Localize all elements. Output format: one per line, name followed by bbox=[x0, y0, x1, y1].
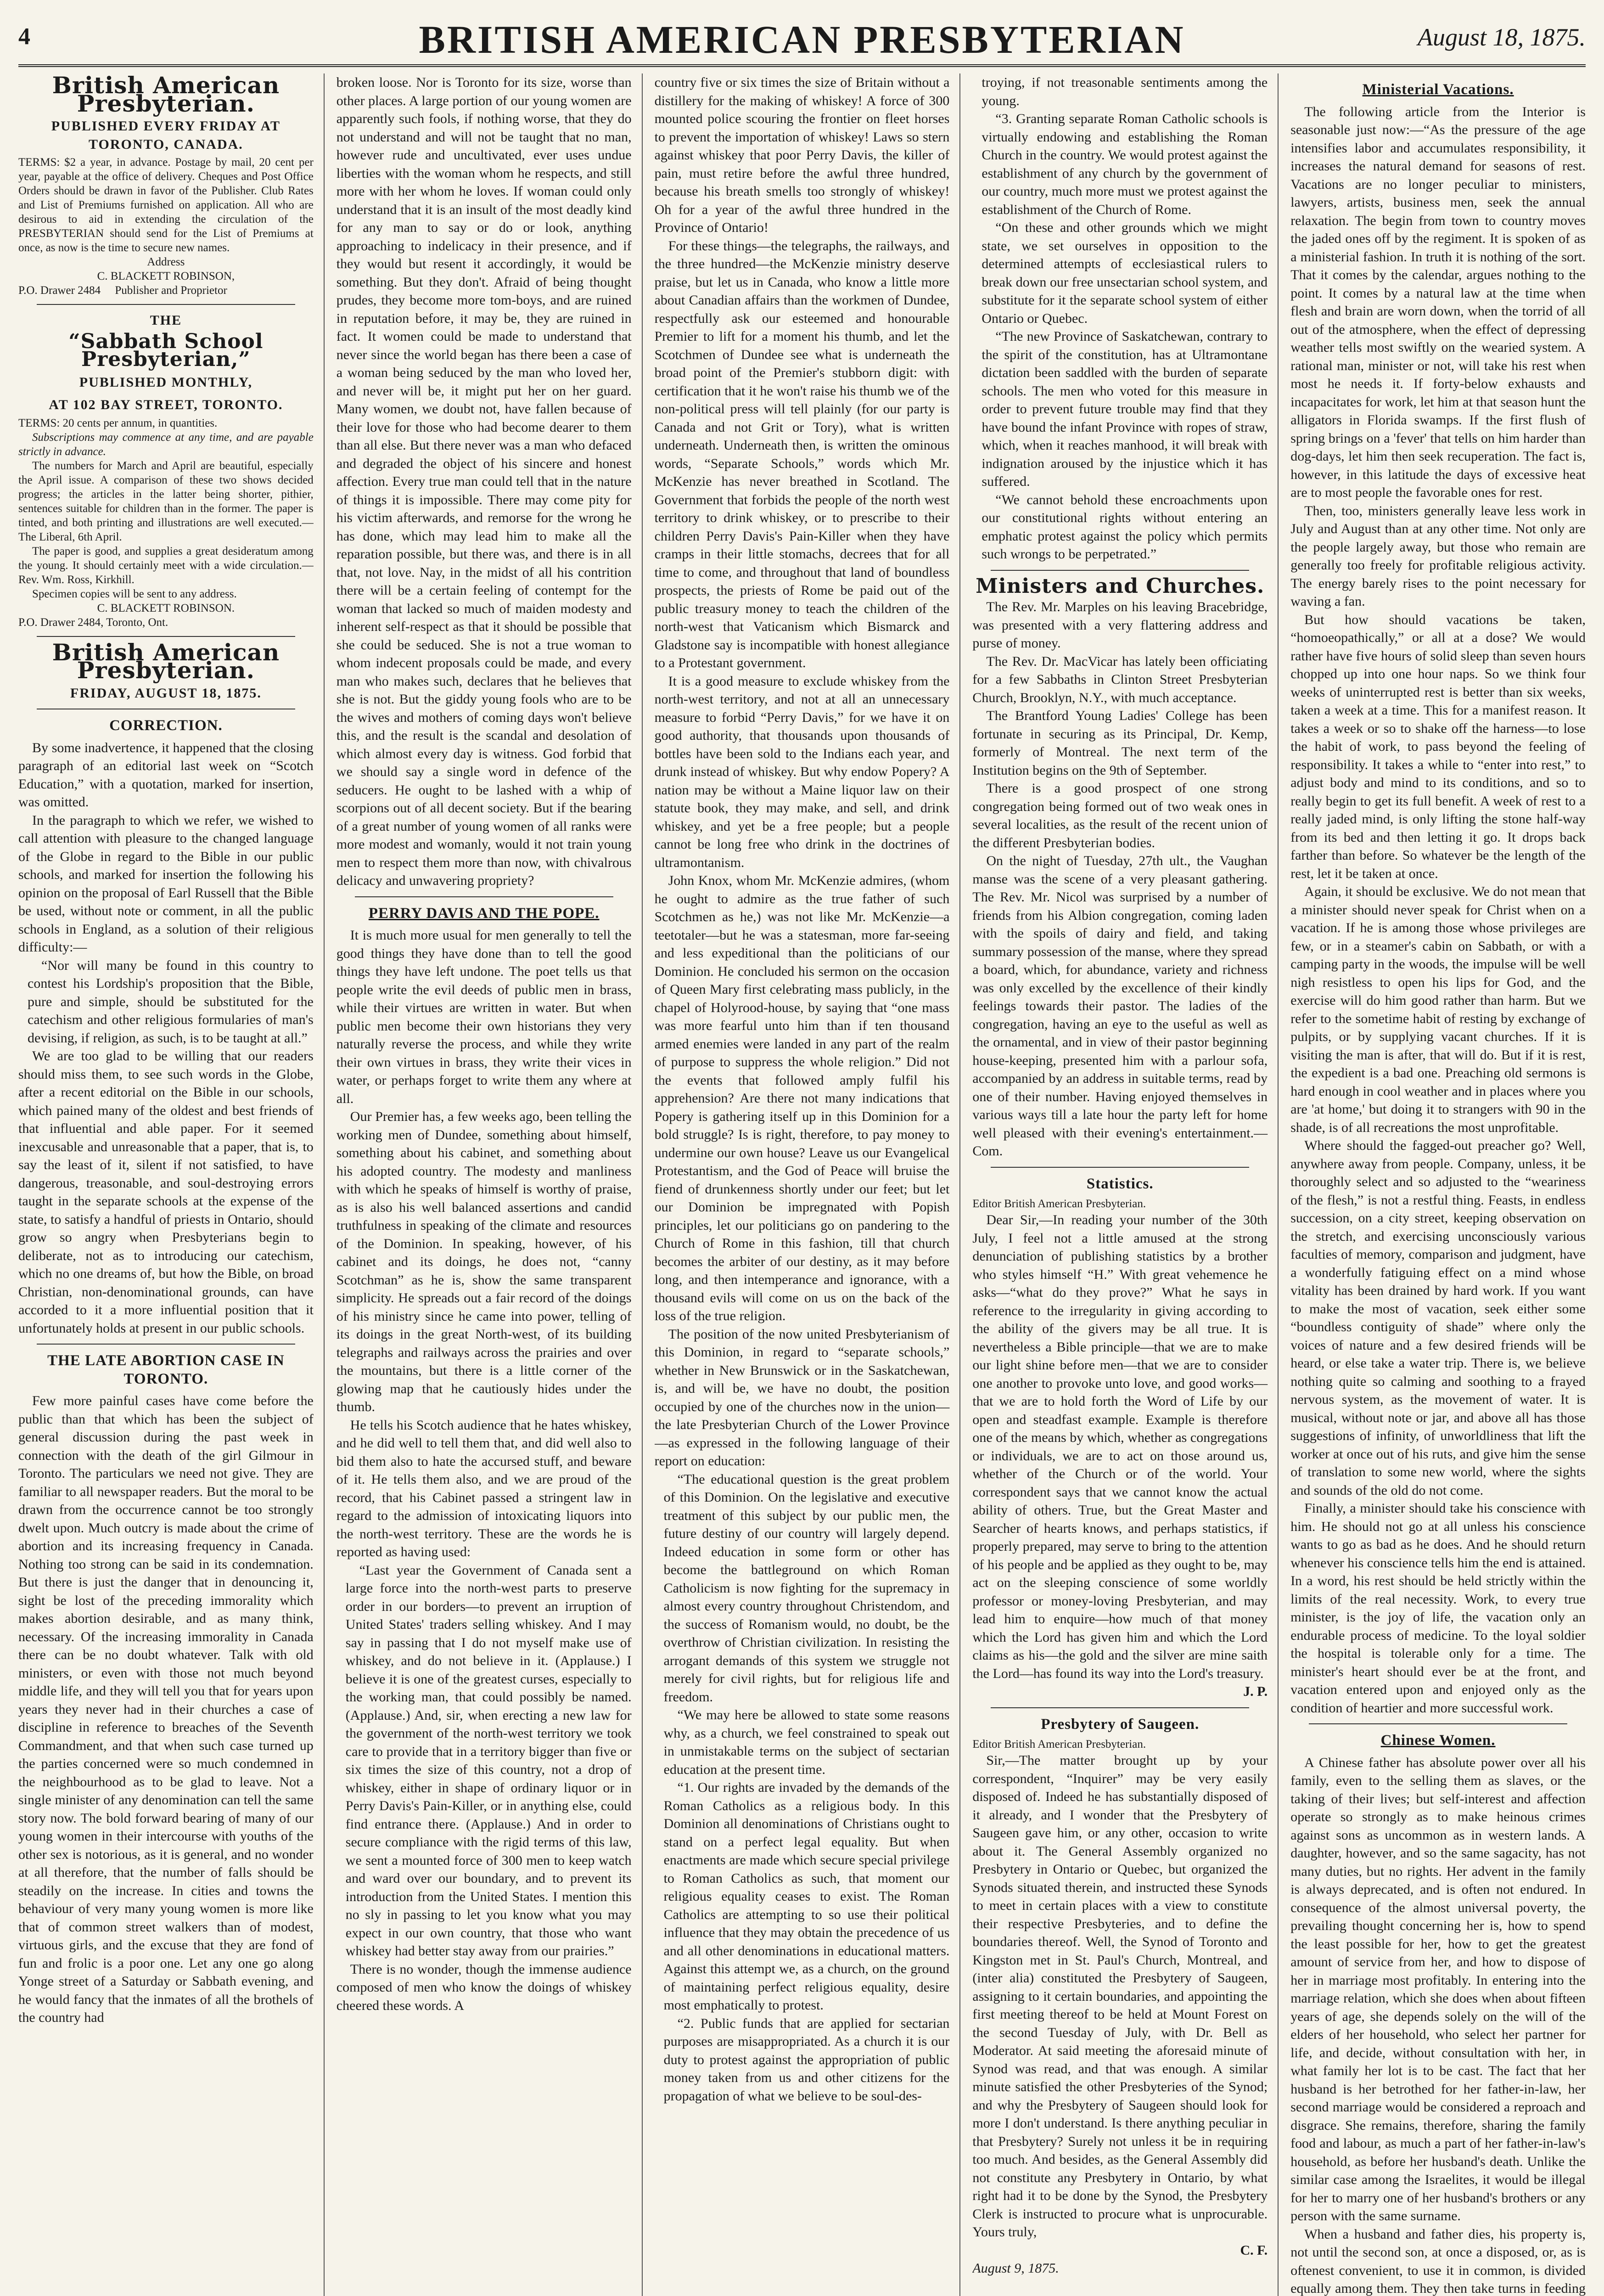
perry-paragraph: He tells his Scotch audience that he hates whiskey, and he did well to tell them that, and did well also to bid them also to hate the accursed stuff, and beware of it. He tells them also, and we are proud of the record, that his Cabinet passed a stringent law in regard to the admission of intoxicating liquors into the north-west territory. These are the words he is reported as having used: bbox=[336, 1417, 632, 1559]
vacations-paragraph: Where should the fagged-out preacher go? Well, anywhere away from people. Company, unless, it be thoroughly select and so adjusted to the “weariness of the flesh,” is not a restful thing. Feasts, in endless succession, on a city street, keeping observation on the stretch, and exercising unconsciously various faculties of memory, comparison and judgment, have a wonderfully fatiguing effect on a mind whose vitality has been drained by hard work. If you want to make the most of vacation, seek either some “boundless contiguity of shade” where only the voices of nature and a few desired friends will be heard, or else take a water trip. There is, we believe nothing quite so calming and soothing to a frayed nervous system, as the movement of water. It is musical, without note or jar, and above all has those suggestions of infinity, of unworldliness that lift the worker at once out of his ruts, and give him the sense of translation to some new world, where the sights and sounds of the old do not come. bbox=[1290, 1138, 1586, 1498]
correction-quote: “Nor will many be found in this country to contest his Lordship's proposition that the Bible, pure and simple, should be substituted for the catechism and other religious formularies of man's devising, if religion, as such, is to be taught at all.” bbox=[28, 957, 314, 1046]
ss-review-2: The paper is good, and supplies a great desideratum among the young. It should certainly meet with a wide circulation.—Rev. Wm. Ross, Kirkhill. bbox=[18, 545, 314, 586]
ministers-item: The Rev. Dr. MacVicar has lately been officiating for a few Sabbaths in Clinton Street Presbyterian Church, Brooklyn, N.Y., with much acceptance. bbox=[972, 653, 1268, 705]
publisher-line bbox=[18, 283, 314, 298]
statistics-heading: Statistics. bbox=[1086, 1175, 1154, 1192]
perry-quote: “The new Province of Saskatchewan, contrary to the spirit of the constitution, has at Ultramontane dictation been saddled with the burden of separate schools. The men who voted for this measure in order to prevent future trouble may find that they have bound the infant Province with ropes of straw, which, when it reaches manhood, it will break with indignation aroused by the injustice which it has suffered. bbox=[981, 329, 1268, 489]
chinese-paragraph: When a husband and father dies, his property is, not until the second son, at once a disposed, or, as is oftenest convenient, to use it in common, is divided equally among them. They then take turns in feeding bbox=[1290, 2226, 1586, 2296]
friday-date: FRIDAY, AUGUST 18, 1875. bbox=[70, 685, 262, 701]
divider bbox=[37, 1344, 295, 1345]
column-2 bbox=[337, 73, 643, 2296]
vacations-paragraph: But how should vacations be taken, “homoeopathically,” or all at a dose? We would rather have five hours of solid sleep than seven hours chopped up into one hour naps. So we think four weeks of uninterrupted rest is better than six weeks, taken a week at a time. This for a manifest reason. It takes a week or so to shake off the harness—to lose the habit of work, to pass beyond the feeling of responsibility. It takes a while to “enter into rest,” to adjust body and mind to its conditions, and so to really begin to get its full benefit. A week of rest to a really jaded mind, is only lifting the stone half-way from its bed and then letting it go. It drops back farther than before. So whatever be the length of the rest, let it be taken at once. bbox=[1290, 612, 1586, 881]
chinese-paragraph: A Chinese father has absolute power over all his family, even to the selling them as slaves, or the taking of their lives; but self-interest and affection operate so strongly as to make heinous crimes against sons as uncommon as in western lands. A daughter, however, and so the same sagacity, has not many duties, but no rights. Her advent in the family is always deprecated, and is often not endured. In consequence of the almost universal poverty, the prevailing thought concerning her is, how to spend the least possible for her, how to get the greatest amount of service from her, and how to dispose of her in marriage most profitably. In entering into the marriage relation, which she does when about fifteen years of age, she depends solely on the will of the elders of her household, who select her partner for life, and decide, without consultation with her, in what family her lot is to be cast. The fact that her husband is her betrothed for her father-in-law, her second marriage would be considered a reproach and disgrace. She remains, therefore, sharing the family food and labour, as much a part of her father-in-law's household, as before her husband's death. Unlike the similar case among the Israelites, it would be illegal for her to marry one of her husband's brothers or any person with the same surname. bbox=[1290, 1755, 1586, 2223]
ministers-item: On the night of Tuesday, 27th ult., the Vaughan manse was the scene of a very pleasant gathering. The Rev. Mr. Nicol was surprised by a number of friends from his Albion congregation, coming laden with the spoils of dairy and field, and taking summary possession of the manse, where they spread a board, which, for abundance, variety and richness was only excelled by the excellence of their kindly feelings towards their pastor. The ladies of the congregation, having an eye to the useful as well as the ornamental, and in view of their pastor beginning house-keeping, presented him with a parlour sofa, accompanied by an address in suitable terms, read by one of their number. Having enjoyed themselves in various ways till a late hour the party left for home well pleased with their evening's entertainment.—Com. bbox=[972, 853, 1268, 1159]
masthead bbox=[18, 14, 1586, 67]
vacations-heading: Ministerial Vacations. bbox=[1362, 81, 1514, 98]
publisher-title: Publisher and Proprietor bbox=[115, 284, 227, 297]
saugeen-signature: C. F. bbox=[1240, 2242, 1268, 2258]
column-5 bbox=[1290, 73, 1586, 2296]
ss-title: “Sabbath School Presbyterian,” bbox=[68, 329, 264, 371]
divider bbox=[991, 1707, 1249, 1708]
perry-paragraph: It is a good measure to exclude whiskey from the north-west territory, and not at all an unnecessary measure to forbid “Perry Davis,” for we have it on good authority, that thousands upon thousands of bottles have been sold to the Indians each year, and drunk instead of whiskey. But why endow Popery? A nation may be without a Maine liquor law on their statute book, they may make, and sell, and drink whiskey, and yet be a free people; but a people cannot be long free who drink in the doctrines of ultramontanism. bbox=[654, 673, 950, 870]
saugeen-letter: Sir,—The matter brought up by your correspondent, “Inquirer” may be very easily disposed of. Indeed he has substantially disposed of it already, and I wonder that the Presbytery of Saugeen gave him, or any other, occasion to write about it. The General Assembly organized no Presbytery in Ontario or Quebec, but organized the Synods situated therein, and instructed these Synods to meet in certain places with a view to constitute their respective Presbyteries, and to define the boundaries thereof. Well, the Synod of Toronto and Kingston met in St. Paul's Church, Montreal, and (inter alia) constituted the Presbytery of Saugeen, assigning to it certain boundaries, and appointing the first meeting thereof to be held at Mount Forest on the second Tuesday of July, with Dr. Bell as Moderator. At said meeting the aforesaid minute of Synod was read, and that was enough. A similar minute satisfied the other Presbyteries of the Synod; and why the Presbytery of Saugeen should look for more I don't understand. Is there anything peculiar in that Presbytery? Surely not unless it be in requiring too much. And besides, as the General Assembly did not constitute any Presbytery in Ontario, by what right had it to be done by the Synod, the Presbytery Clerk is instructed to procure what is unprocurable. Yours truly, bbox=[972, 1753, 1268, 2240]
ministers-item: The Brantford Young Ladies' College has been fortunate in securing as its Principal, Dr. Kemp, formerly of Montreal. The next term of the Institution begins on the 9th of September. bbox=[972, 708, 1268, 778]
publisher-name: C. BLACKETT ROBINSON, bbox=[97, 270, 235, 282]
perry-quote: “1. Our rights are invaded by the demands of the Roman Catholics as a religious body. In this Dominion all denominations of Christians ought to stand on a perfect legal equality. But when enactments are made which secure special privilege to Roman Catholics as such, that moment our religious equality ceases to exist. The Roman Catholics are attempting to so use their political influence that they may obtain the precedence of us and all other denominations in educational matters. Against this attempt we, as a church, on the ground of maintaining perfect religious equality, desire most emphatically to protest. bbox=[663, 1780, 950, 2013]
ss-publisher: C. BLACKETT ROBINSON. bbox=[97, 602, 235, 614]
vacations-paragraph: Again, it should be exclusive. We do not mean that a minister should never speak for Christ when on a vacation. If he is among those whose privileges are few, or in a steamer's cabin on Sabbath, or with a camping party in the woods, the impulse will be well nigh resistless to open his lips for God, and the exercise will do him good rather than harm. But we refer to the sometime habit of resting by exchange of pulpits, or by supplying vacant churches. If it is visiting the man is after, that will do. But if it is rest, the expedient is a bad one. Preaching old sermons is hard enough in cool weather and in places where you are 'at home,' but doing it to strangers with 90 in the shade, is of all recreations the most unprofitable. bbox=[1290, 884, 1586, 1135]
perry-paragraph: There is no wonder, though the immense audience composed of men who know the doings of whiskey cheered these words. A bbox=[336, 1961, 632, 2013]
ss-the: THE bbox=[150, 313, 182, 328]
perry-paragraph: It is much more usual for men generally to tell the good things they have done than to tell the good things they have left undone. The poet tells us that people write the evil deeds of public men in brass, while their virtues are written in water. But when public men become their own historians they very naturally reverse the process, and while they write their own virtues in brass, they write their vices in water, or perhaps forget to write them any where at all. bbox=[336, 928, 632, 1106]
terms-text: TERMS: $2 a year, in advance. Postage by mail, 20 cent per year, payable at the office of delivery. Cheques and Post Office Orders should be drawn in favor of the Publisher. Club Rates and List of Premiums furnished on application. All who are desirous to aid in extending the circulation of the PRESBYTERIAN should send for the List of Premiums at once, as now is the time to secure new names. bbox=[18, 156, 314, 254]
perry-paragraph: Our Premier has, a few weeks ago, been telling the working men of Dundee, something about himself, something about his cabinet, and something about his adopted country. The modesty and manliness with which he speaks of himself is worthy of praise, as is also his well balanced assertions and candid truthfulness in speaking of the climate and resources of the Dominion. In speaking, however, of his cabinet and its doings, he does not, “canny Scotchman” as he is, show the same transparent simplicity. He spreads out a fair record of the doings of his ministry since he came into power, telling of its doings in the great North-west, of its building telegraphs and railways across the prairies and over the mountains, but there is a little corner of the glowing map that he cautiously hides under the thumb. bbox=[336, 1109, 632, 1414]
vacations-paragraph: Finally, a minister should take his conscience with him. He should not go at all unless his conscience wants to go as bad as he does. And he should return whenever his conscience tells him the end is attained. In a word, his rest should be held strictly within the limits of the real necessity. Work, to every true minister, is the joy of life, the vacation only an endurable process of medicine. To the loyal soldier the hospital is tolerable only for a time. The minister's heart should ever be at the front, and vacation entered upon and enjoyed only as the condition of heartier and more successful work. bbox=[1290, 1501, 1586, 1716]
perry-quote: “3. Granting separate Roman Catholic schools is virtually endowing and establishing the Roman Church in the country. We would protest against the establishment of any church by the government of our country, much more must we protest against the establishment of the Church of Rome. bbox=[981, 111, 1268, 217]
ministers-item: The Rev. Mr. Marples on his leaving Bracebridge, was presented with a very flattering address and purse of money. bbox=[972, 599, 1268, 651]
perry-paragraph: The position of the now united Presbyterianism of this Dominion, in regard to “separate schools,” whether in New Brunswick or in the Saskatchewan, is, and will be, we have no doubt, the position occupied by one of the churches now in the union—the late Presbyterian Church of the Lower Province—as expressed in the following language of their report on education: bbox=[654, 1326, 950, 1469]
statistics-signature: J. P. bbox=[1243, 1684, 1268, 1699]
perry-paragraph: John Knox, whom Mr. McKenzie admires, (whom he ought to admire as the true father of such Scotchmen as he,) was not like Mr. McKenzie—a teetotaler—but he was a statesman, more far-seeing and less expeditional than the politicians of our Dominion. He concluded his sermon on the occasion of Queen Mary first celebrating mass publicly, in the chapel of Holyrood-house, by saying that “one mass was more fearful unto him than if ten thousand armed enemies were landed in any part of the realm of purpose to suppress the whole religion.” Did not the events that followed amply fulfil his apprehension? Are there not many indications that Popery is gathering itself up in this Dominion for a bold struggle? Is is right, therefore, to pay money to undermine our own house? Leave us our Evangelical Protestantism, and the God of Peace will bruise the fiend of drunkenness shortly under our feet; but let our Dominion be impregnated with Popish principles, let our politicians go on pandering to the Church of Rome in this fashion, till that church becomes the arbiter of our destiny, as it may before long, and then intemperance and ignorance, with a thousand evils will come on us on the back of the loss of the true religion. bbox=[654, 873, 950, 1323]
ss-note: Subscriptions may commence at any time, and are payable strictly in advance. bbox=[18, 431, 314, 458]
divider bbox=[37, 304, 295, 305]
saugeen-heading: Presbytery of Saugeen. bbox=[1041, 1716, 1200, 1733]
vacations-paragraph: The following article from the Interior is seasonable just now:—“As the pressure of the age intensifies labor and accumulates responsibility, it increases the natural demand for seasons of rest. Vacations are no longer peculiar to ministers, lawyers, artists, business men, seek the annual relaxation. The begin from town to country moves the jaded ones off by the regiment. It is spoken of as a ministerial fashion. In truth it is nothing of the sort. That it comes by the calendar, argues nothing to the point. It comes by a natural law at the time when flesh and brain are worn down, when the torrid of all out of the atmosphere, when the effect of depressing weather tells most swiftly on the wearied system. A rational man, minister or not, will take his rest when most he needs it. If forty-below exhausts and incapacitates for work, let him at that season hunt the alligators in Florida swamps. If the first flush of spring brings on a 'fever' that tells on him harder than dog-days, let him then seek recuperation. The fact is, however, in this latitude the days of excessive heat are to most people the favorable ones for rest. bbox=[1290, 104, 1586, 500]
chinese-heading: Chinese Women. bbox=[1380, 1732, 1496, 1749]
perry-heading: PERRY DAVIS AND THE POPE. bbox=[368, 905, 600, 922]
perry-paragraph: For these things—the telegraphs, the railways, and the three hundred—the McKenzie ministry deserve praise, but let us in Canada, who know a little more about Canadian affairs than the workmen of Dundee, respectfully ask our esteemed and honourable Premier to lift for a moment his thumb, and let the Scotchmen of Dundee see what is underneath the broad point of the Premier's stubborn digit: with certification that it he won't raise his thumb we of the non-political press will tell plainly (for our party is Canada and not Grit or Tory), what is written underneath. Underneath then, is written the ominous words, “Separate Schools,” words which Mr. McKenzie has never breathed in Scotland. The Government that forbids the people of the north west territory to drink whiskey, or to prescribe to their children Perry Davis's Pain-Killer when they have cramps in their little stomachs, decrees that for all time to come, and throughout that land of boundless prospects, the priests of Rome be paid out of the public treasury money to teach the children of the north-west that Vaticanism which Bismarck and Gladstone say is incompatible with honest allegiance to a Protestant government. bbox=[654, 238, 950, 670]
perry-quote: “Last year the Government of Canada sent a large force into the north-west parts to preserve order in our borders—to prevent an irruption of United States' traders selling whiskey. And I may say in passing that I do not myself make use of whiskey, and do not believe in it. (Applause.) I believe it is one of the greatest curses, especially to the working man, that could possibly be named. (Applause.) And, sir, when erecting a new law for the government of the north-west territory we took care to provide that in a territory bigger than five or six times the size of this country, not a drop of whiskey, either in shape of ordinary liquor or in Perry Davis's Pain-Killer, or in anything else, could find entrance there. (Applause.) And in order to secure compliance with the rigid terms of this law, we sent a mounted force of 300 men to keep watch and ward over our boundary, and to prevent its introduction from the United States. I mention this no sly in passing to let you know what you may expect in our own country, that those who want whiskey had better stay away from our prairies.” bbox=[345, 1562, 632, 1958]
correction-heading: CORRECTION. bbox=[109, 717, 223, 734]
divider bbox=[991, 570, 1249, 571]
correction-paragraph: We are too glad to be willing that our readers should miss them, to see such words in the Globe, after a recent editorial on the Bible in our schools, which pained many of the oldest and best friends of that influential and able paper. For it seemed inexcusable and unreasonable that a paper, that is, to say the least of it, silent if not satisfied, to have dangerous, treasonable, and soul-destroying errors taught in the separate schools at the expense of the state, to satisfy a handful of priests in Ontario, should grow so angry when Presbyterians begin to deliberate, not as to introducing our catechism, which no one dreams of, but how the Bible, on broad Christian, non-denominational grounds, can have accorded to it a more influential position that it unfortunately holds at present in our public schools. bbox=[18, 1048, 314, 1336]
page-number: 4 bbox=[18, 23, 30, 50]
abortion-paragraph: Few more painful cases have come before the public than that which has been the subject of general discussion during the past week in connection with the death of the girl Gilmour in Toronto. The particulars we need not give. They are familiar to all newspaper readers. But the moral to be drawn from the occurrence cannot be too strongly dwelt upon. Much outcry is made about the crime of abortion and its increasing frequency in Canada. Nothing too strong can be said in its condemnation. But there is just the danger that in denouncing it, sight be lost of the preceding immorality which makes abortion desirable, and as many think, necessary. Of the increasing immorality in Canada there can be no doubt whatever. Talk with old ministers, or even with those not much beyond middle life, and they will tell you that for years upon years they never had in their churches a case of discipline in reference to breaches of the Seventh Commandment, and that when such case turned up the parties concerned were so much condemned in the neighbourhood as to be glad to leave. Not a single minister of any denomination can tell the same story now. The bold forward bearing of many of our young women in their intercourse with youths of the other sex is notorious, as it is general, and no wonder at all therefore, that the number of falls should be steadily on the increase. In cities and towns the behaviour of very many young women is more like that of common street walkers than of modest, virtuous girls, and the excuse that they are fond of fun and frolic is a poor one. Let any one go along Yonge street of a Saturday or Sabbath evening, and he would fancy that the inmates of all the brothels of the country had bbox=[18, 1393, 314, 2025]
perry-continuation: country five or six times the size of Britain without a distillery for the making of whiskey! A force of 300 mounted police scouring the frontier on fleet horses to prevent the importation of whiskey! Laws so stern against whiskey that poor Perry Davis, the killer of pain, must retire before the awful three hundred, because his breath smells too strongly of whiskey! Oh for a year of the awful three hundred in the Province of Ontario! bbox=[654, 75, 950, 235]
abortion-heading: THE LATE ABORTION CASE IN TORONTO. bbox=[47, 1352, 285, 1387]
published-line: PUBLISHED EVERY FRIDAY AT TORONTO, CANADA. bbox=[51, 118, 281, 152]
divider bbox=[991, 1167, 1249, 1168]
perry-quote: “We may here be allowed to state some reasons why, as a church, we feel constrained to speak out in unmistakable terms on the subject of sectarian education at the present time. bbox=[663, 1707, 950, 1777]
newspaper-title: BRITISH AMERICAN PRESBYTERIAN bbox=[419, 17, 1185, 62]
ss-monthly: PUBLISHED MONTHLY, bbox=[79, 374, 252, 390]
paper-name: British American Presbyterian. bbox=[52, 73, 280, 117]
publisher-box: P.O. Drawer 2484 bbox=[18, 284, 101, 297]
perry-quote: “2. Public funds that are applied for sectarian purposes are misappropriated. As a church it is our duty to protest against the appropriation of public money taken from us and other citizens for the propagation of what we believe to be soul-des- bbox=[663, 2015, 950, 2104]
divider bbox=[1309, 1723, 1567, 1724]
divider bbox=[37, 636, 295, 637]
statistics-letter: Dear Sir,—In reading your number of the 30th July, I feel not a little amused at the strong denunciation of publishing statistics by a brother who styles himself “H.” With great vehemence he asks—“what do they prove?” What he says in reference to the irregularity in giving according to the ability of the givers may be all true. It is nevertheless a Bible principle—that we are to make our light shine before men—that we are to consider one another to provoke unto love, and good works—that we are to hold forth the Word of Life by our open and steadfast example. Example is therefore one of the means by which, whether as congregations or individuals, we are to act on those around us, whether of the Church or of the world. Your correspondent says that we cannot know the actual ability of others. True, but the Great Master and Searcher of hearts knows, and perhaps statistics, if properly prepared, may serve to bring to the attention of his people and be applied as they ought to be, may act on the sleeping conscience of some worldly professor or money-loving Presbyterian, and may lead him to enquire—how much of that money which the Lord has given him and which the Lord claims as his—the gold and the silver are mine saith the Lord—has found its way into the Lord's treasury. bbox=[972, 1212, 1268, 1681]
correction-paragraph: By some inadvertence, it happened that the closing paragraph of an editorial last week on “Scotch Education,” with a quotation, marked for insertion, was omitted. bbox=[18, 740, 314, 810]
ss-specimen: Specimen copies will be sent to any address. bbox=[32, 587, 237, 600]
ss-terms: TERMS: 20 cents per annum, in quantities. bbox=[18, 416, 218, 429]
perry-quote: “The educational question is the great problem of this Dominion. On the legislative and executive treatment of this subject by our public men, the future destiny of our country will largely depend. Indeed education in some form or other has become the battleground on which Roman Catholicism is now fighting for the supremacy in almost every country throughout Christendom, and the success of Romanism would, no doubt, be the overthrow of Christian civilization. In resisting the arrogant demands of this system we struggle not merely for civil rights, but for religious life and freedom. bbox=[663, 1471, 950, 1705]
ss-box: P.O. Drawer 2484, Toronto, Ont. bbox=[18, 616, 168, 629]
column-4 bbox=[972, 73, 1279, 2296]
ministers-heading: Ministers and Churches. bbox=[976, 574, 1265, 598]
saugeen-editor: Editor British American Presbyterian. bbox=[972, 1738, 1146, 1750]
ministers-item: There is a good prospect of one strong congregation being formed out of two weak ones in several localities, as the result of the recent union of the different Presbyterian bodies. bbox=[972, 781, 1268, 850]
column-3 bbox=[655, 73, 961, 2296]
address-label: Address bbox=[147, 256, 185, 268]
ss-address: AT 102 BAY STREET, TORONTO. bbox=[49, 397, 283, 412]
ss-review: The numbers for March and April are beautiful, especially the April issue. A comparison of these two shows decided progress; the articles in the latter being shorter, pithier, sentences suitable for children than in the former. The paper is tinted, and both printing and illustrations are well executed.—The Liberal, 6th April. bbox=[18, 459, 314, 543]
vacations-paragraph: Then, too, ministers generally leave less work in July and August than at any other time. Not only are the people largely away, but those who remain are generally too freely for profitable religious activity. The energy barely rises to the point necessary for waving a fan. bbox=[1290, 503, 1586, 609]
perry-quote: “On these and other grounds which we might state, we set ourselves in opposition to the determined attempts of ecclesiastical rulers to break down our free unsectarian school system, and substitute for it the separate school system of either Ontario or Quebec. bbox=[981, 220, 1268, 326]
perry-quote: troying, if not treasonable sentiments among the young. bbox=[981, 75, 1268, 108]
column-1 bbox=[18, 73, 325, 2296]
paper-name-2: British American Presbyterian. bbox=[52, 638, 280, 684]
saugeen-date: August 9, 1875. bbox=[972, 2261, 1059, 2276]
correction-paragraph: In the paragraph to which we refer, we wished to call attention with pleasure to the changed language of the Globe in regard to the Bible in our public schools, and marked for insertion the following his opinion on the proposal of Earl Russell that the Bible be used, without note or comment, in all the public schools in England, as a solution of their religious difficulty:— bbox=[18, 812, 314, 955]
article-continuation: broken loose. Nor is Toronto for its size, worse than other places. A large portion of our young women are apparently such fools, if nothing worse, that they do not understand and will not be taught that no man, however rude and uncultivated, ever uses undue liberties with the woman whom he respects, and still more with her whom he loves. If woman could only understand that it is an insult of the most deadly kind for any man to say or do or look, anything approaching to indelicacy in their presence, and if they would but resent it accordingly, it would be something. But they don't. Afraid of being thought prudes, they become more tom-boys, and are ruined in reputation before, it may be, they are ruined in fact. It women could be made to understand that never since the world began has there been a case of a woman being seduced by the man who loved her, and never will be, it might put her on her guard. Many women, we doubt not, have fallen because of their love for those who had become dearer to them than all else. But there never was a man who defaced and degraded the object of his sincere and honest affection. Every true man could tell that in the nature of things it is impossible. There may come pity for his victim afterwards, and remorse for the wrong he has done, which may lead him to make all the reparation possible, but there was, and there is in all that, not love. Nay, in the midst of all his contrition there will be a certain feeling of contempt for the woman that lacked so much of maiden modesty and inherent self-respect as that it should be possible that she could be seduced. She is not a true woman to whom indecent proposals could be made, and every man who makes such, declares that he believes that she is not. But the giddy young fools who are to be the wives and mothers of coming days won't believe this, and the result is the scandal and desolation of which almost every day is witness. God forbid that we should say a single word in defence of the seducers. He ought to be lashed with a whip of scorpions out of all decent society. But if the bearing of a great number of young women of all ranks were more modest and womanly, would it not train young men to respect them more than now, with chivalrous delicacy and unwavering propriety? bbox=[336, 75, 632, 888]
statistics-editor: Editor British American Presbyterian. bbox=[972, 1198, 1146, 1210]
perry-quote: “We cannot behold these encroachments upon our constitutional rights without entering an emphatic protest against the policy which permits such wrongs to be perpetrated.” bbox=[981, 492, 1268, 562]
columns bbox=[18, 73, 1586, 2296]
issue-date: August 18, 1875. bbox=[1417, 23, 1586, 51]
divider bbox=[355, 896, 613, 897]
